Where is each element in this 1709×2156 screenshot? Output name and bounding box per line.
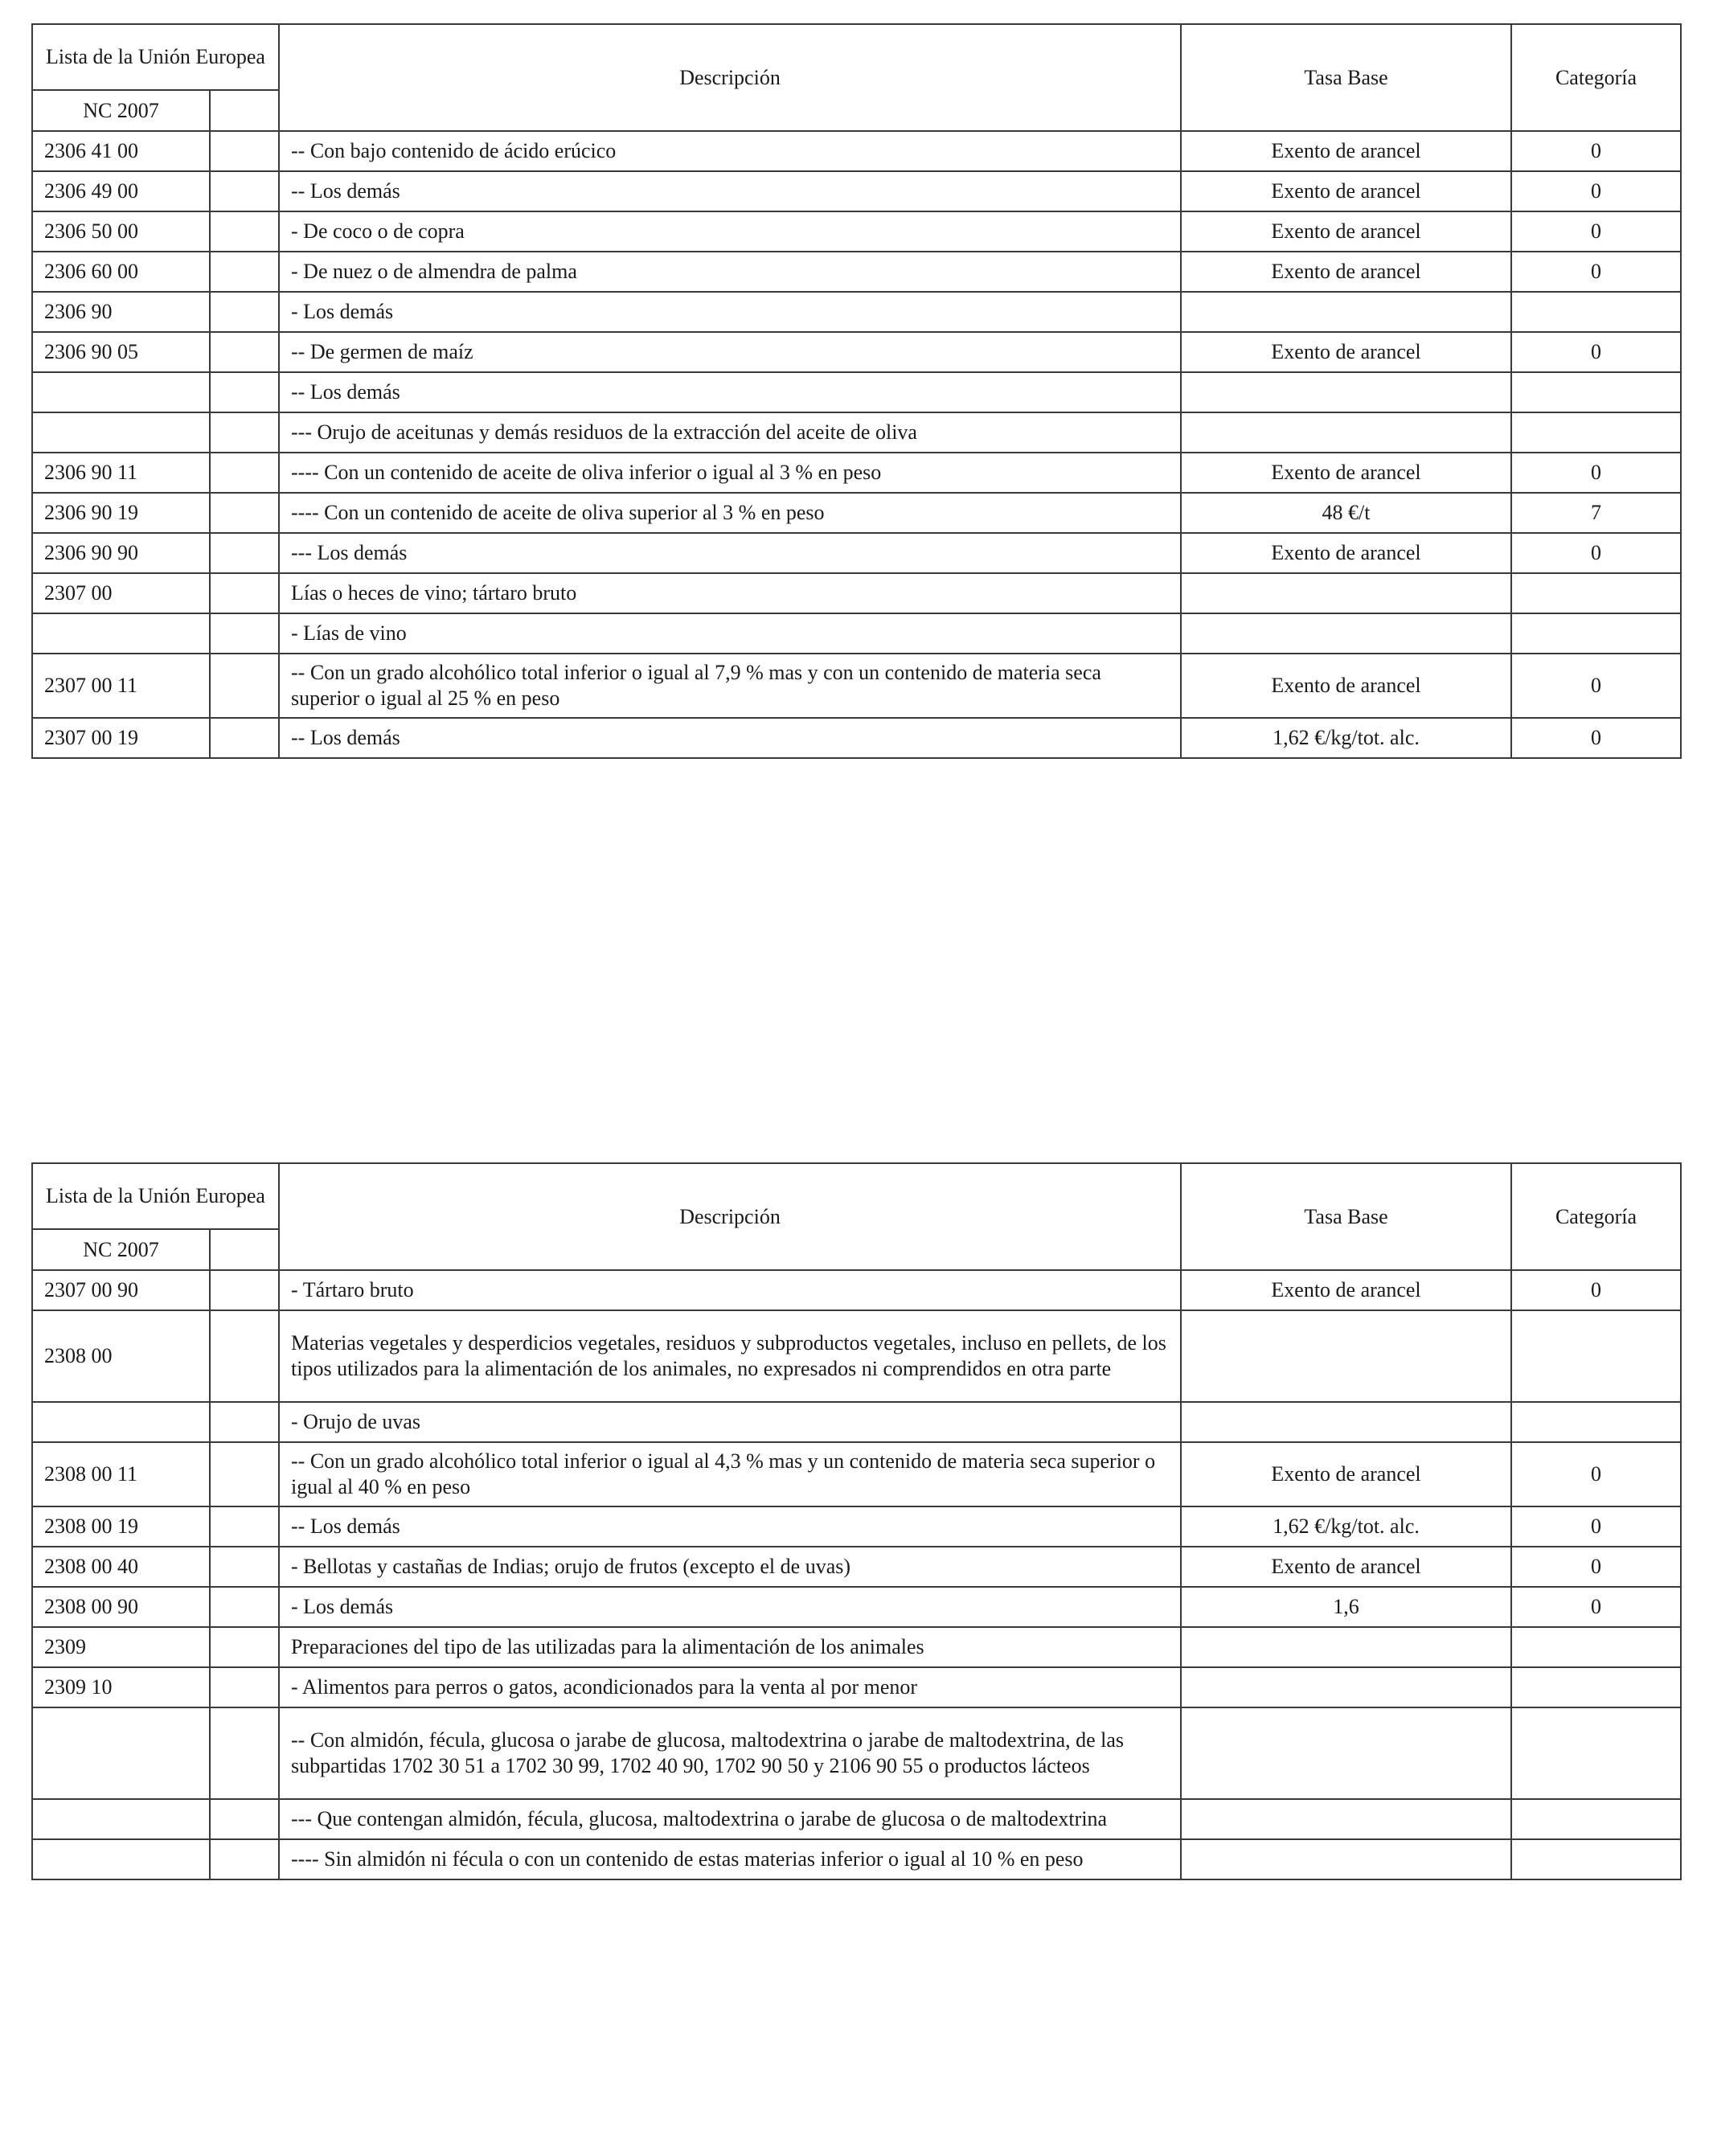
header-empty-cell — [210, 90, 279, 131]
code-cell: 2307 00 19 — [32, 718, 210, 758]
rate-cell: Exento de arancel — [1181, 453, 1511, 493]
rate-cell — [1181, 1627, 1511, 1667]
table-row — [32, 1707, 1681, 1799]
blank-cell — [210, 1547, 279, 1587]
rate-cell: Exento de arancel — [1181, 533, 1511, 573]
category-cell — [1511, 1707, 1681, 1799]
description-cell: - De coco o de copra — [279, 211, 1181, 252]
category-cell — [1511, 292, 1681, 332]
rate-cell — [1181, 292, 1511, 332]
blank-cell — [210, 211, 279, 252]
header-category: Categoría — [1511, 1163, 1681, 1270]
code-cell: 2306 90 05 — [32, 332, 210, 372]
table-row — [32, 1506, 1681, 1547]
category-cell: 7 — [1511, 493, 1681, 533]
header-list-label: Lista de la Unión Europea — [32, 1163, 279, 1229]
code-cell: 2306 41 00 — [32, 131, 210, 171]
description-cell: -- Los demás — [279, 171, 1181, 211]
blank-cell — [210, 252, 279, 292]
rate-cell: Exento de arancel — [1181, 654, 1511, 718]
description-cell: -- De germen de maíz — [279, 332, 1181, 372]
rate-cell — [1181, 1707, 1511, 1799]
description-cell: -- Con un grado alcohólico total inferior o igual al 7,9 % mas y con un contenido de materia seca superior o igual al 25 % en peso — [279, 654, 1181, 718]
header-base-rate: Tasa Base — [1181, 1163, 1511, 1270]
category-cell: 0 — [1511, 1442, 1681, 1506]
code-cell: 2309 10 — [32, 1667, 210, 1707]
rate-cell: 1,6 — [1181, 1587, 1511, 1627]
blank-cell — [210, 1839, 279, 1879]
category-cell: 0 — [1511, 453, 1681, 493]
description-cell: --- Que contengan almidón, fécula, glucosa, maltodextrina o jarabe de glucosa o de maltodextrina — [279, 1799, 1181, 1839]
category-cell: 0 — [1511, 1270, 1681, 1310]
code-cell: 2308 00 40 — [32, 1547, 210, 1587]
blank-cell — [210, 1627, 279, 1667]
header-nc-label: NC 2007 — [32, 90, 210, 131]
code-cell — [32, 1839, 210, 1879]
table-row — [32, 1402, 1681, 1442]
rate-cell — [1181, 573, 1511, 613]
category-cell: 0 — [1511, 252, 1681, 292]
blank-cell — [210, 131, 279, 171]
description-cell: - Lías de vino — [279, 613, 1181, 654]
rate-cell — [1181, 372, 1511, 412]
category-cell: 0 — [1511, 533, 1681, 573]
rate-cell: Exento de arancel — [1181, 252, 1511, 292]
description-cell: -- Los demás — [279, 372, 1181, 412]
description-cell: -- Con un grado alcohólico total inferior o igual al 4,3 % mas y un contenido de materia seca superior o igual al 40 % en peso — [279, 1442, 1181, 1506]
category-cell — [1511, 613, 1681, 654]
category-cell: 0 — [1511, 1587, 1681, 1627]
tariff-table-1 — [31, 23, 1682, 759]
description-cell: - Los demás — [279, 1587, 1181, 1627]
rate-cell: 1,62 €/kg/tot. alc. — [1181, 1506, 1511, 1547]
table-row — [32, 573, 1681, 613]
rate-cell: Exento de arancel — [1181, 1270, 1511, 1310]
description-cell: - Bellotas y castañas de Indias; orujo de frutos (excepto el de uvas) — [279, 1547, 1181, 1587]
table-row — [32, 372, 1681, 412]
category-cell — [1511, 573, 1681, 613]
category-cell — [1511, 1839, 1681, 1879]
blank-cell — [210, 1442, 279, 1506]
code-cell — [32, 613, 210, 654]
table-row — [32, 1270, 1681, 1310]
code-cell: 2308 00 11 — [32, 1442, 210, 1506]
blank-cell — [210, 573, 279, 613]
blank-cell — [210, 292, 279, 332]
table-row — [32, 412, 1681, 453]
description-cell: ---- Con un contenido de aceite de oliva superior al 3 % en peso — [279, 493, 1181, 533]
rate-cell — [1181, 1839, 1511, 1879]
description-cell: - De nuez o de almendra de palma — [279, 252, 1181, 292]
code-cell: 2306 90 19 — [32, 493, 210, 533]
code-cell: 2308 00 — [32, 1310, 210, 1402]
category-cell — [1511, 1667, 1681, 1707]
blank-cell — [210, 1587, 279, 1627]
description-cell: - Orujo de uvas — [279, 1402, 1181, 1442]
table-row — [32, 533, 1681, 573]
table-row — [32, 654, 1681, 718]
code-cell: 2308 00 19 — [32, 1506, 210, 1547]
category-cell: 0 — [1511, 171, 1681, 211]
table-row — [32, 211, 1681, 252]
code-cell — [32, 372, 210, 412]
header-category: Categoría — [1511, 24, 1681, 131]
code-cell: 2307 00 90 — [32, 1270, 210, 1310]
rate-cell — [1181, 1799, 1511, 1839]
category-cell: 0 — [1511, 654, 1681, 718]
code-cell — [32, 1707, 210, 1799]
table-row — [32, 292, 1681, 332]
blank-cell — [210, 1667, 279, 1707]
category-cell: 0 — [1511, 1547, 1681, 1587]
rate-cell — [1181, 412, 1511, 453]
description-cell: -- Con almidón, fécula, glucosa o jarabe de glucosa, maltodextrina o jarabe de maltodextrina, de las subpartidas 1702 30 51 a 1702 30 99, 1702 40 90, 1702 90 50 y 2106 90 55 o productos lácteos — [279, 1707, 1181, 1799]
rate-cell: Exento de arancel — [1181, 211, 1511, 252]
description-cell: --- Orujo de aceitunas y demás residuos de la extracción del aceite de oliva — [279, 412, 1181, 453]
code-cell — [32, 1402, 210, 1442]
category-cell: 0 — [1511, 131, 1681, 171]
rate-cell — [1181, 1402, 1511, 1442]
table-row — [32, 613, 1681, 654]
category-cell: 0 — [1511, 211, 1681, 252]
rate-cell: Exento de arancel — [1181, 131, 1511, 171]
blank-cell — [210, 1506, 279, 1547]
description-cell: Lías o heces de vino; tártaro bruto — [279, 573, 1181, 613]
category-cell — [1511, 1627, 1681, 1667]
table-row — [32, 1442, 1681, 1506]
category-cell: 0 — [1511, 718, 1681, 758]
rate-cell: Exento de arancel — [1181, 171, 1511, 211]
rate-cell: 48 €/t — [1181, 493, 1511, 533]
table-row — [32, 1839, 1681, 1879]
blank-cell — [210, 332, 279, 372]
code-cell: 2306 90 — [32, 292, 210, 332]
code-cell: 2309 — [32, 1627, 210, 1667]
description-cell: - Los demás — [279, 292, 1181, 332]
blank-cell — [210, 1270, 279, 1310]
description-cell: -- Los demás — [279, 718, 1181, 758]
code-cell: 2307 00 — [32, 573, 210, 613]
header-empty-cell — [210, 1229, 279, 1270]
blank-cell — [210, 1402, 279, 1442]
category-cell: 0 — [1511, 1506, 1681, 1547]
category-cell — [1511, 1799, 1681, 1839]
code-cell: 2306 60 00 — [32, 252, 210, 292]
rate-cell: Exento de arancel — [1181, 332, 1511, 372]
table-row — [32, 332, 1681, 372]
code-cell: 2306 50 00 — [32, 211, 210, 252]
header-description: Descripción — [279, 1163, 1181, 1270]
code-cell: 2306 90 11 — [32, 453, 210, 493]
category-cell — [1511, 1402, 1681, 1442]
table-row — [32, 131, 1681, 171]
table-row — [32, 171, 1681, 211]
header-row — [32, 24, 1681, 90]
blank-cell — [210, 453, 279, 493]
category-cell: 0 — [1511, 332, 1681, 372]
header-nc-label: NC 2007 — [32, 1229, 210, 1270]
category-cell — [1511, 412, 1681, 453]
table-row — [32, 453, 1681, 493]
blank-cell — [210, 718, 279, 758]
code-cell — [32, 412, 210, 453]
table-row — [32, 1667, 1681, 1707]
description-cell: ---- Con un contenido de aceite de oliva inferior o igual al 3 % en peso — [279, 453, 1181, 493]
category-cell — [1511, 1310, 1681, 1402]
blank-cell — [210, 171, 279, 211]
description-cell: -- Con bajo contenido de ácido erúcico — [279, 131, 1181, 171]
table-row — [32, 1799, 1681, 1839]
code-cell: 2307 00 11 — [32, 654, 210, 718]
description-cell: - Alimentos para perros o gatos, acondicionados para la venta al por menor — [279, 1667, 1181, 1707]
table-row — [32, 493, 1681, 533]
rate-cell — [1181, 1310, 1511, 1402]
blank-cell — [210, 533, 279, 573]
code-cell: 2306 49 00 — [32, 171, 210, 211]
header-base-rate: Tasa Base — [1181, 24, 1511, 131]
blank-cell — [210, 613, 279, 654]
header-list-label: Lista de la Unión Europea — [32, 24, 279, 90]
blank-cell — [210, 1799, 279, 1839]
rate-cell: 1,62 €/kg/tot. alc. — [1181, 718, 1511, 758]
code-cell — [32, 1799, 210, 1839]
blank-cell — [210, 493, 279, 533]
blank-cell — [210, 412, 279, 453]
rate-cell: Exento de arancel — [1181, 1442, 1511, 1506]
rate-cell — [1181, 1667, 1511, 1707]
header-row — [32, 1163, 1681, 1229]
table-row — [32, 1310, 1681, 1402]
table-row — [32, 252, 1681, 292]
blank-cell — [210, 1707, 279, 1799]
blank-cell — [210, 1310, 279, 1402]
table-row — [32, 1587, 1681, 1627]
tariff-table-2 — [31, 1162, 1682, 1880]
description-cell: ---- Sin almidón ni fécula o con un contenido de estas materias inferior o igual al 10 % en peso — [279, 1839, 1181, 1879]
rate-cell — [1181, 613, 1511, 654]
table-row — [32, 1627, 1681, 1667]
description-cell: --- Los demás — [279, 533, 1181, 573]
category-cell — [1511, 372, 1681, 412]
blank-cell — [210, 654, 279, 718]
header-description: Descripción — [279, 24, 1181, 131]
code-cell: 2308 00 90 — [32, 1587, 210, 1627]
description-cell: Materias vegetales y desperdicios vegetales, residuos y subproductos vegetales, incluso en pellets, de los tipos utilizados para la alimentación de los animales, no expresados ni comprendidos en otra parte — [279, 1310, 1181, 1402]
table-row — [32, 718, 1681, 758]
code-cell: 2306 90 90 — [32, 533, 210, 573]
description-cell: - Tártaro bruto — [279, 1270, 1181, 1310]
blank-cell — [210, 372, 279, 412]
description-cell: -- Los demás — [279, 1506, 1181, 1547]
rate-cell: Exento de arancel — [1181, 1547, 1511, 1587]
description-cell: Preparaciones del tipo de las utilizadas para la alimentación de los animales — [279, 1627, 1181, 1667]
table-row — [32, 1547, 1681, 1587]
